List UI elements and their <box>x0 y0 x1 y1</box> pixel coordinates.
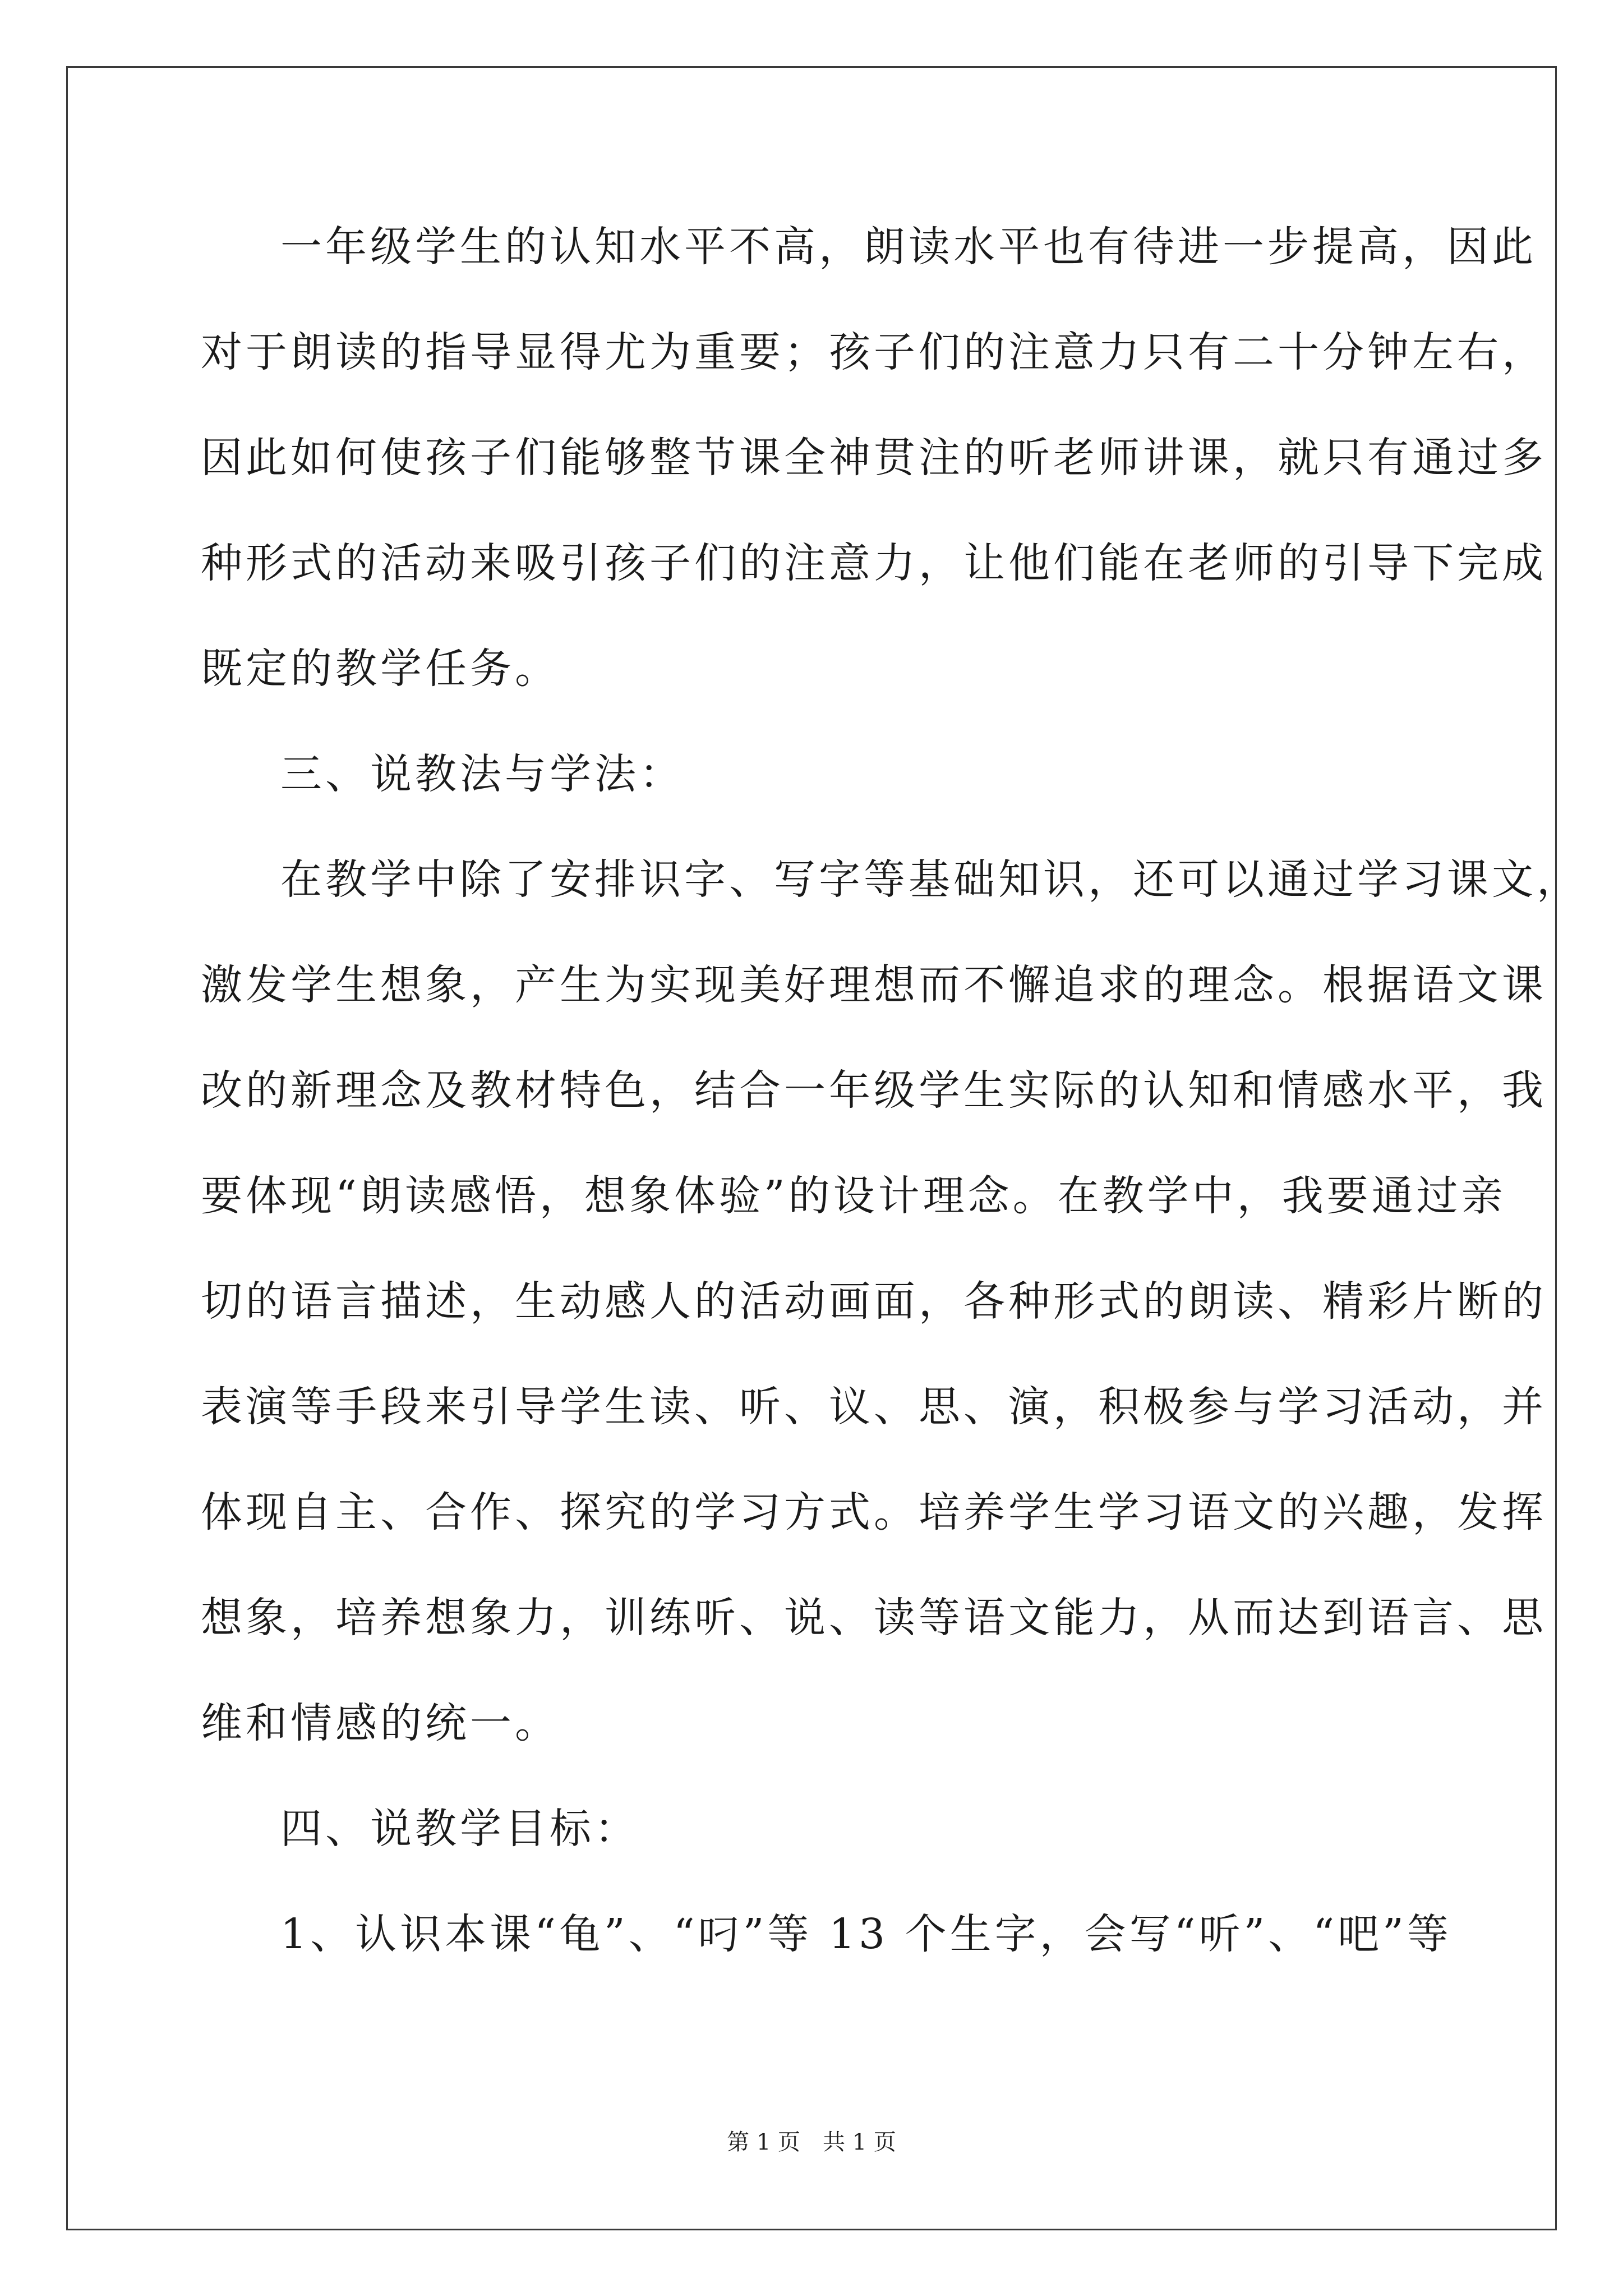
paragraph-line: 改的新理念及教材特色，结合一年级学生实际的认知和情感水平，我 <box>201 1066 1547 1115</box>
paragraph-line: 一年级学生的认知水平不高，朗读水平也有待进一步提高，因此 <box>280 223 1537 271</box>
paragraph-line: 因此如何使孩子们能够整节课全神贯注的听老师讲课，就只有通过多 <box>201 434 1547 482</box>
paragraph-line: 既定的教学任务。 <box>201 645 560 693</box>
section-heading: 四、说教学目标： <box>280 1805 639 1853</box>
paragraph-line: 体现自主、合作、探究的学习方式。培养学生学习语文的兴趣，发挥 <box>201 1488 1547 1536</box>
paragraph-line: 对于朗读的指导显得尤为重要；孩子们的注意力只有二十分钟左右， <box>201 328 1547 376</box>
paragraph-line: 要体现“朗读感悟，想象体验”的设计理念。在教学中，我要通过亲 <box>201 1172 1506 1220</box>
paragraph-line: 切的语言描述，生动感人的活动画面，各种形式的朗读、精彩片断的 <box>201 1277 1547 1326</box>
paragraph-line: 种形式的活动来吸引孩子们的注意力，让他们能在老师的引导下完成 <box>201 539 1547 587</box>
paragraph-line: 维和情感的统一。 <box>201 1699 560 1747</box>
paragraph-line: 激发学生想象，产生为实现美好理想而不懈追求的理念。根据语文课 <box>201 961 1547 1009</box>
page-border <box>66 66 1581 2230</box>
paragraph-line: 1、认识本课“龟”、“叼”等 13 个生字，会写“听”、“吧”等 <box>280 1910 1452 1958</box>
section-heading: 三、说教法与学法： <box>280 750 684 798</box>
paragraph-line: 在教学中除了安排识字、写字等基础知识，还可以通过学习课文， <box>280 855 1581 904</box>
page-footer: 第 1 页 共 1 页 <box>727 2129 896 2155</box>
paragraph-line: 想象，培养想象力，训练听、说、读等语文能力，从而达到语言、思 <box>201 1594 1547 1642</box>
paragraph-line: 表演等手段来引导学生读、听、议、思、演，积极参与学习活动，并 <box>201 1383 1547 1431</box>
